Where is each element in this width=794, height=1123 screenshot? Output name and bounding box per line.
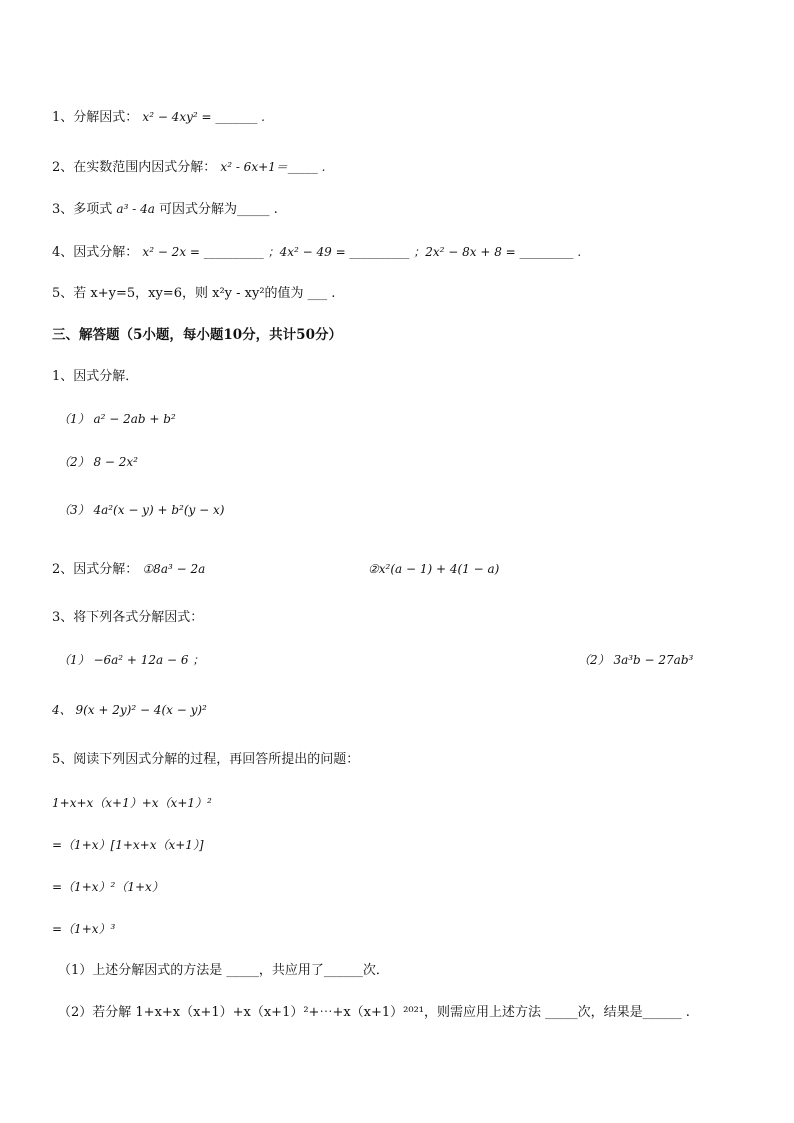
problem-1-part-2: （2） 8 − 2x² [58,455,138,469]
question-fill-2: 2、在实数范围内因式分解： x² - 6x+1＝_____ . [52,160,326,175]
problem-3-part-1: （1） −6a² + 12a − 6 ； [58,653,205,667]
problem-5-step-2: =（1+x）[1+x+x（x+1）] [52,838,204,852]
problem-5-question-1: （1）上述分解因式的方法是 _____，共应用了______次． [58,963,389,978]
problem-4: 4、 9(x + 2y)² − 4(x − y)² [52,703,207,717]
problem-1-part-1: （1） a² − 2ab + b² [58,412,176,426]
problem-1-part-3: （3） 4a²(x − y) + b²(y − x) [58,503,225,517]
problem-5-step-4: =（1+x）³ [52,922,116,936]
question-fill-4: 4、因式分解： x² − 2x = __________ ；4x² − 49 = __________ ；2x² − 8x + 8 = _________ . [52,245,582,260]
question-fill-3: 3、多项式 a³ - 4a 可因式分解为_____ . [52,202,278,217]
problem-1-title: 1、因式分解． [52,369,139,384]
problem-3-title: 3、将下列各式分解因式： [52,610,204,625]
question-fill-5: 5、若 x+y=5，xy=6，则 x²y - xy²的值为 ___ . [52,286,336,301]
problem-3-part-2: （2） 3a³b − 27ab³ [578,653,694,667]
problem-5-question-2: （2）若分解 1+x+x（x+1）+x（x+1）²+⋯+x（x+1）²⁰²¹，则需应用上述方法 _____次，结果是______ . [58,1005,690,1020]
problem-2-part-2: ②x²(a − 1) + 4(1 − a) [368,562,500,576]
problem-5-step-3: =（1+x）²（1+x） [52,880,164,894]
problem-2-part-1: ①8a³ − 2a [142,562,206,576]
problem-5-title: 5、阅读下列因式分解的过程，再回答所提出的问题： [52,752,360,767]
problem-2: 2、因式分解： ①8a³ − 2a [52,562,206,577]
section-heading: 三、解答题（5小题，每小题10分，共计50分） [52,327,342,343]
question-fill-1: 1、分解因式： x² − 4xy² = _______ . [52,110,265,125]
problem-5-step-1: 1+x+x（x+1）+x（x+1）² [52,796,212,810]
